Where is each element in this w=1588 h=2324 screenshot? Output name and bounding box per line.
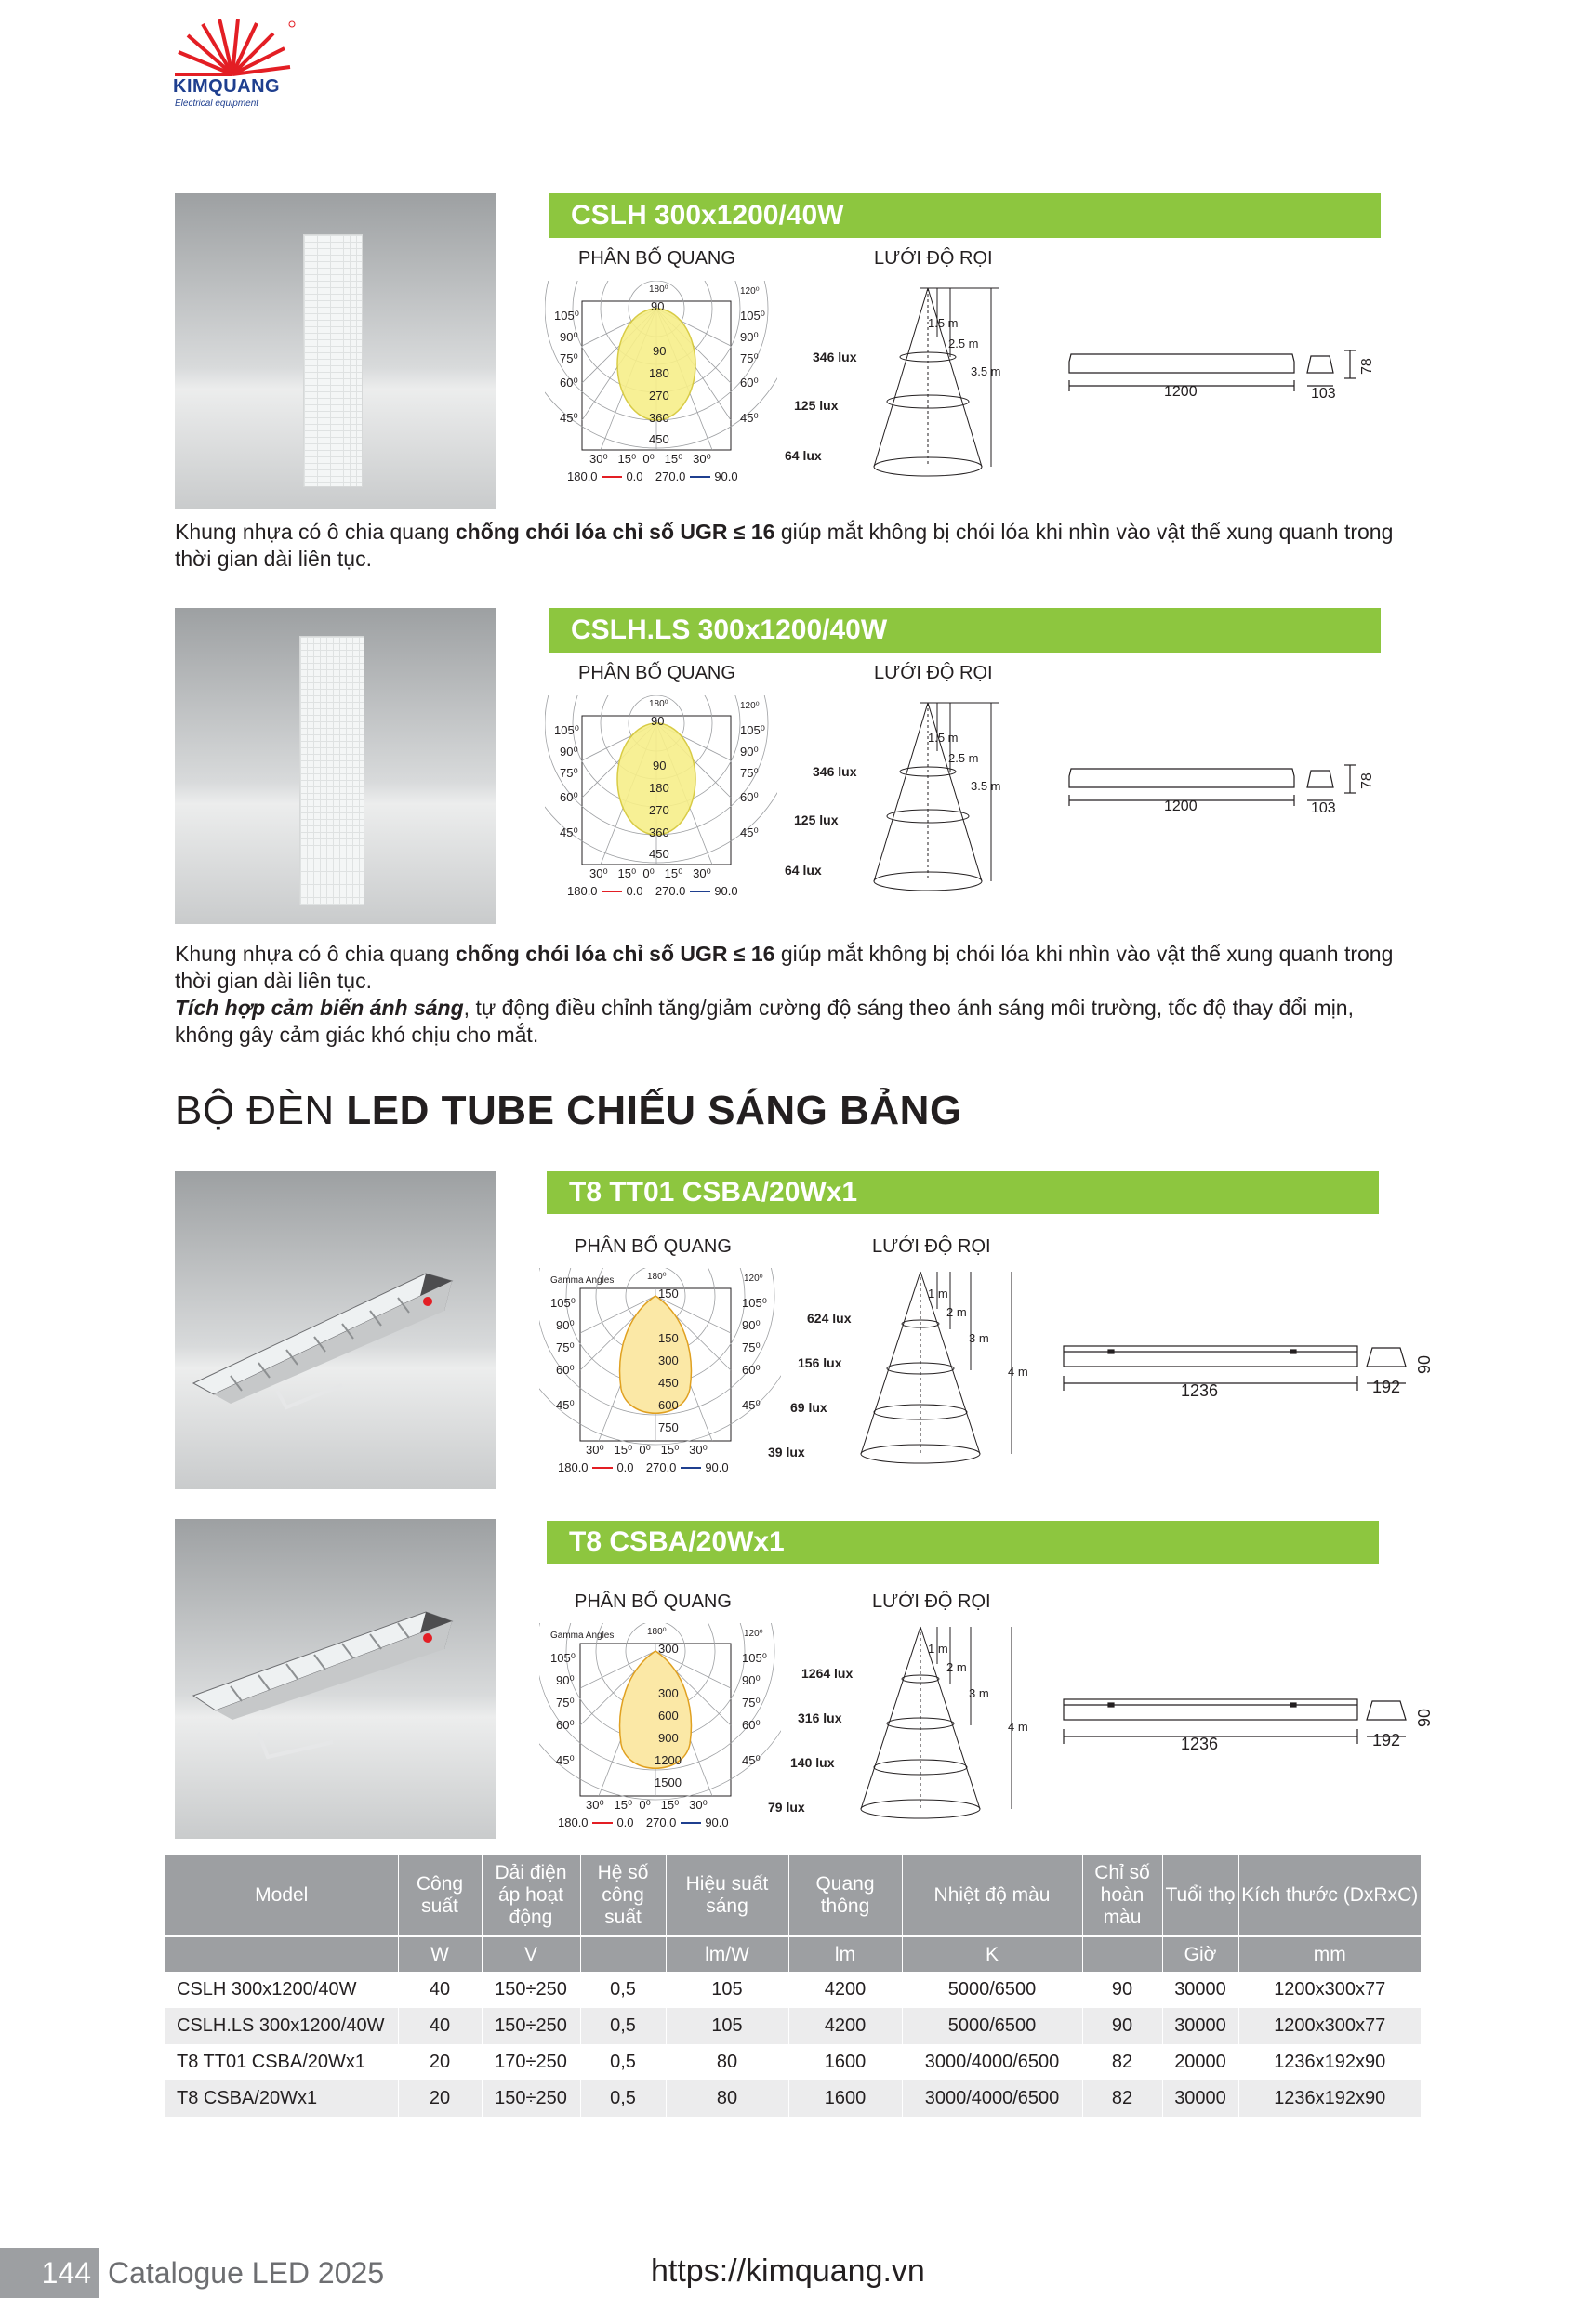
- cone-lux: 125 lux: [794, 812, 839, 827]
- table-header: Dải điện áp hoạt động: [482, 1855, 580, 1936]
- cone-lux: 140 lux: [790, 1755, 835, 1770]
- brand-logo: [167, 19, 316, 109]
- polar-ring-label: 450: [658, 1376, 679, 1390]
- polar-diagram: [539, 1623, 781, 1833]
- product-description: Khung nhựa có ô chia quang chống chói lóa chỉ số UGR ≤ 16 giúp mắt không bị chói lóa khi nhìn vào vật thể xung quanh trong thời gian dài liên tục.: [175, 520, 1394, 571]
- cone-distance: 2.5 m: [948, 337, 979, 350]
- fixture-outline: [1060, 349, 1385, 423]
- polar-legend: 180.0 0.0 270.0 90.0: [558, 1816, 729, 1829]
- product-title-bar: T8 TT01 CSBA/20Wx1: [547, 1171, 1379, 1214]
- dim-width: 103: [1311, 800, 1336, 816]
- polar-angle-label: 75⁰: [740, 351, 759, 365]
- polar-ring-label: 150: [658, 1287, 679, 1301]
- polar-angle-label: 75⁰: [556, 1340, 575, 1354]
- polar-diagram: [545, 281, 777, 485]
- polar-ring-label: 90: [653, 344, 667, 358]
- polar-top-right-label: 120⁰: [740, 286, 760, 297]
- brand-tagline: Electrical equipment: [175, 99, 259, 109]
- table-unit: [165, 1936, 398, 1972]
- cone-lux: 125 lux: [794, 398, 839, 413]
- polar-angle-label: 90⁰: [742, 1318, 761, 1332]
- dim-width: 103: [1311, 386, 1336, 402]
- cone-distance: 3 m: [969, 1686, 989, 1700]
- polar-bottom-angles: 30⁰ 15⁰ 0⁰ 15⁰ 30⁰: [589, 452, 711, 466]
- polar-angle-label: 105⁰: [554, 309, 579, 323]
- table-header: Tuổi thọ: [1162, 1855, 1238, 1936]
- polar-angle-label: 105⁰: [550, 1296, 576, 1310]
- dimension-drawing: [1060, 349, 1385, 423]
- polar-legend: 180.0 0.0 270.0 90.0: [567, 469, 738, 483]
- distribution-label: PHÂN BỐ QUANG: [575, 1236, 732, 1257]
- polar-ring-label: 270: [649, 803, 669, 817]
- polar-angle-label: 60⁰: [740, 790, 759, 804]
- product-title-bar: T8 CSBA/20Wx1: [547, 1521, 1379, 1564]
- polar-angle-label: 60⁰: [556, 1718, 575, 1732]
- polar-angle-label: 45⁰: [740, 411, 759, 425]
- polar-angle-label: 60⁰: [560, 376, 578, 390]
- gamma-label: Gamma Angles: [550, 1631, 615, 1641]
- polar-angle-label: 60⁰: [740, 376, 759, 390]
- dim-height: 78: [1359, 358, 1375, 375]
- cone-lux: 346 lux: [813, 350, 857, 364]
- website-link[interactable]: https://kimquang.vn: [651, 2253, 925, 2289]
- cone-distance: 3.5 m: [971, 779, 1001, 793]
- polar-angle-label: 45⁰: [560, 411, 578, 425]
- cone-lux: 316 lux: [798, 1710, 842, 1725]
- table-header: Công suất: [398, 1855, 482, 1936]
- polar-ring-label: 150: [658, 1331, 679, 1345]
- polar-angle-label: 90⁰: [556, 1673, 575, 1687]
- cone-distance: 3 m: [969, 1331, 989, 1345]
- table-header: Model: [165, 1855, 398, 1936]
- polar-top-right-label: 120⁰: [744, 1274, 763, 1284]
- polar-angle-label: 90⁰: [560, 330, 578, 344]
- polar-angle-label: 90⁰: [556, 1318, 575, 1332]
- section-title: BỘ ĐÈN LED TUBE CHIẾU SÁNG BẢNG: [175, 1088, 962, 1133]
- polar-top-label: 180⁰: [647, 1627, 667, 1637]
- brand-name: KIMQUANG: [173, 76, 281, 97]
- sunburst-logo-icon: [167, 19, 316, 76]
- polar-angle-label: 90⁰: [560, 745, 578, 759]
- polar-diagram: [539, 1268, 781, 1478]
- table-row: T8 TT01 CSBA/20Wx1 20 170÷250 0,5 80 1600 3000/4000/6500 82 20000 1236x192x90: [165, 2044, 1421, 2080]
- polar-angle-label: 45⁰: [560, 825, 578, 839]
- cone-distance: 2 m: [946, 1305, 967, 1319]
- polar-top-label: 180⁰: [649, 284, 668, 295]
- polar-bottom-angles: 30⁰ 15⁰ 0⁰ 15⁰ 30⁰: [586, 1798, 708, 1812]
- table-header: Quang thông: [788, 1855, 902, 1936]
- table-header: Chỉ số hoàn màu: [1082, 1855, 1162, 1936]
- table-unit: V: [482, 1936, 580, 1972]
- cone-lux: 1264 lux: [801, 1666, 854, 1681]
- table-row: CSLH 300x1200/40W 40 150÷250 0,5 105 4200 5000/6500 90 30000 1200x300x77: [165, 1972, 1421, 2008]
- polar-angle-label: 90⁰: [742, 1673, 761, 1687]
- dimension-drawing: [1060, 763, 1385, 838]
- table-row: T8 CSBA/20Wx1 20 150÷250 0,5 80 1600 3000/4000/6500 82 30000 1236x192x90: [165, 2080, 1421, 2117]
- polar-ring-label: 1500: [655, 1776, 682, 1789]
- product-description-sensor: Tích hợp cảm biến ánh sáng, tự động điều chỉnh tăng/giảm cường độ sáng theo ánh sáng môi trường, tốc độ thay đổi mịn, không gây cảm giác khó chịu cho mắt.: [175, 996, 1354, 1047]
- polar-angle-label: 75⁰: [560, 766, 578, 780]
- illuminance-cone: [772, 695, 1023, 900]
- polar-angle-label: 75⁰: [740, 766, 759, 780]
- polar-top-label: 180⁰: [647, 1272, 667, 1282]
- polar-bottom-angles: 30⁰ 15⁰ 0⁰ 15⁰ 30⁰: [589, 866, 711, 880]
- polar-legend: 180.0 0.0 270.0 90.0: [558, 1460, 729, 1474]
- polar-ring-label: 900: [658, 1731, 679, 1745]
- polar-ring-label: 300: [658, 1353, 679, 1367]
- fixture-outline: [1060, 1339, 1413, 1413]
- table-unit: lm/W: [666, 1936, 788, 1972]
- product-photo-t8-tt01: [175, 1171, 496, 1489]
- polar-ring-label: 90: [653, 759, 667, 772]
- polar-angle-label: 105⁰: [550, 1651, 576, 1665]
- distribution-label: PHÂN BỐ QUANG: [578, 663, 735, 683]
- polar-ring-label: 1200: [655, 1753, 682, 1767]
- polar-ring-label: 90: [651, 714, 665, 728]
- dim-length: 1236: [1181, 1735, 1219, 1753]
- distribution-label: PHÂN BỐ QUANG: [578, 248, 735, 269]
- grid-label: LƯỚI ĐỘ RỌI: [874, 663, 993, 683]
- polar-top-label: 180⁰: [649, 699, 668, 709]
- illuminance-cone: [764, 1623, 1028, 1846]
- grid-label: LƯỚI ĐỘ RỌI: [872, 1236, 991, 1257]
- polar-angle-label: 105⁰: [742, 1296, 767, 1310]
- polar-legend: 180.0 0.0 270.0 90.0: [567, 884, 738, 898]
- grid-label: LƯỚI ĐỘ RỌI: [874, 248, 993, 269]
- polar-diagram: [545, 695, 777, 900]
- dim-height: 78: [1359, 772, 1375, 789]
- polar-angle-label: 45⁰: [556, 1398, 575, 1412]
- cone-distance: 2.5 m: [948, 751, 979, 765]
- grid-label: LƯỚI ĐỘ RỌI: [872, 1591, 991, 1612]
- product-title-bar: CSLH.LS 300x1200/40W: [549, 608, 1381, 653]
- product-photo-cslh-ls: [175, 608, 496, 924]
- cone-distance: 2 m: [946, 1660, 967, 1674]
- cone-lux: 156 lux: [798, 1355, 842, 1370]
- product-photo-t8-csba: [175, 1519, 496, 1839]
- cone-lux: 346 lux: [813, 764, 857, 779]
- illuminance-cone: [764, 1268, 1028, 1491]
- dim-length: 1200: [1164, 384, 1198, 400]
- dimension-drawing: [1060, 1339, 1413, 1413]
- product-title-bar: CSLH 300x1200/40W: [549, 193, 1381, 238]
- cone-lux: 39 lux: [768, 1445, 805, 1459]
- polar-angle-label: 90⁰: [740, 745, 759, 759]
- polar-angle-label: 45⁰: [742, 1753, 761, 1767]
- spec-table: [165, 1855, 1421, 2117]
- table-unit: K: [902, 1936, 1082, 1972]
- dim-length: 1236: [1181, 1381, 1219, 1400]
- table-row: CSLH.LS 300x1200/40W 40 150÷250 0,5 105 4200 5000/6500 90 30000 1200x300x77: [165, 2008, 1421, 2044]
- polar-ring-label: 90: [651, 299, 665, 313]
- polar-angle-label: 75⁰: [742, 1340, 761, 1354]
- cone-lux: 69 lux: [790, 1400, 827, 1415]
- dim-length: 1200: [1164, 799, 1198, 814]
- table-unit: lm: [788, 1936, 902, 1972]
- cone-lux: 624 lux: [807, 1311, 852, 1326]
- cone-distance: 1.5 m: [928, 731, 959, 745]
- cone-lux: 64 lux: [785, 448, 822, 463]
- product-description: Khung nhựa có ô chia quang chống chói lóa chỉ số UGR ≤ 16 giúp mắt không bị chói lóa khi nhìn vào vật thể xung quanh trong thời gian dài liên tục.: [175, 942, 1394, 993]
- polar-angle-label: 45⁰: [556, 1753, 575, 1767]
- illuminance-cone: [772, 281, 1023, 485]
- table-header: Hệ số công suất: [580, 1855, 666, 1936]
- cone-distance: 1.5 m: [928, 316, 959, 330]
- table-header: Nhiệt độ màu: [902, 1855, 1082, 1936]
- polar-ring-label: 270: [649, 389, 669, 403]
- polar-angle-label: 60⁰: [742, 1363, 761, 1377]
- dim-height: 90: [1415, 1354, 1434, 1374]
- polar-angle-label: 60⁰: [742, 1718, 761, 1732]
- table-header: Kích thước (DxRxC): [1238, 1855, 1421, 1936]
- polar-angle-label: 75⁰: [556, 1696, 575, 1710]
- polar-ring-label: 600: [658, 1709, 679, 1723]
- polar-ring-label: 300: [658, 1642, 679, 1656]
- cone-distance: 1 m: [928, 1287, 948, 1301]
- polar-angle-label: 45⁰: [742, 1398, 761, 1412]
- table-unit: Giờ: [1162, 1936, 1238, 1972]
- polar-ring-label: 750: [658, 1420, 679, 1434]
- polar-angle-label: 105⁰: [740, 309, 765, 323]
- product-photo-cslh: [175, 193, 496, 509]
- polar-ring-label: 360: [649, 825, 669, 839]
- fixture-outline: [1060, 763, 1385, 838]
- polar-angle-label: 75⁰: [560, 351, 578, 365]
- polar-angle-label: 75⁰: [742, 1696, 761, 1710]
- polar-top-right-label: 120⁰: [744, 1629, 763, 1639]
- dim-width: 192: [1372, 1731, 1401, 1750]
- fixture-image: [175, 1171, 496, 1489]
- polar-top-right-label: 120⁰: [740, 701, 760, 711]
- table-unit: W: [398, 1936, 482, 1972]
- page-number: 144: [0, 2248, 99, 2298]
- fixture-image: [175, 1519, 496, 1839]
- polar-angle-label: 105⁰: [740, 723, 765, 737]
- table-unit: [580, 1936, 666, 1972]
- polar-ring-label: 300: [658, 1686, 679, 1700]
- table-unit-row: [165, 1936, 1421, 1972]
- polar-angle-label: 60⁰: [556, 1363, 575, 1377]
- table-header: Hiệu suất sáng: [666, 1855, 788, 1936]
- polar-ring-label: 360: [649, 411, 669, 425]
- polar-bottom-angles: 30⁰ 15⁰ 0⁰ 15⁰ 30⁰: [586, 1443, 708, 1457]
- cone-lux: 64 lux: [785, 863, 822, 878]
- catalogue-label: Catalogue LED 2025: [108, 2256, 385, 2290]
- polar-ring-label: 180: [649, 781, 669, 795]
- dim-width: 192: [1372, 1378, 1401, 1396]
- polar-angle-label: 60⁰: [560, 790, 578, 804]
- table-unit: mm: [1238, 1936, 1421, 1972]
- cone-lux: 79 lux: [768, 1800, 805, 1815]
- polar-angle-label: 90⁰: [740, 330, 759, 344]
- cone-distance: 4 m: [1008, 1365, 1028, 1379]
- cone-distance: 4 m: [1008, 1720, 1028, 1734]
- cone-distance: 3.5 m: [971, 364, 1001, 378]
- fixture-outline: [1060, 1692, 1413, 1766]
- polar-ring-label: 600: [658, 1398, 679, 1412]
- table-header-row: [165, 1855, 1421, 1936]
- gamma-label: Gamma Angles: [550, 1275, 615, 1286]
- table-unit: [1082, 1936, 1162, 1972]
- polar-angle-label: 45⁰: [740, 825, 759, 839]
- polar-ring-label: 450: [649, 432, 669, 446]
- dimension-drawing: [1060, 1692, 1413, 1766]
- polar-angle-label: 105⁰: [554, 723, 579, 737]
- distribution-label: PHÂN BỐ QUANG: [575, 1591, 732, 1612]
- polar-ring-label: 180: [649, 366, 669, 380]
- cone-distance: 1 m: [928, 1642, 948, 1656]
- dim-height: 90: [1415, 1708, 1434, 1727]
- polar-angle-label: 105⁰: [742, 1651, 767, 1665]
- polar-ring-label: 450: [649, 847, 669, 861]
